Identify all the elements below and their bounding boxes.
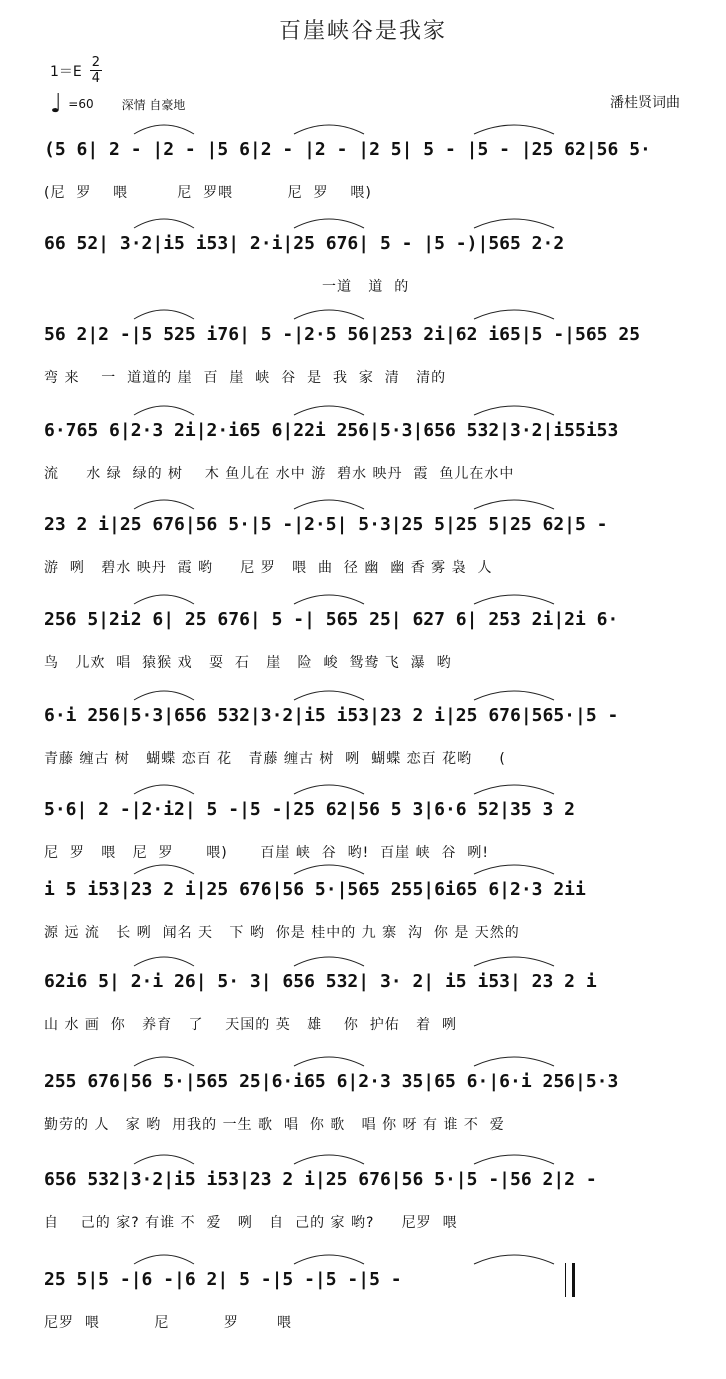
lyrics-line: 流 水 绿 绿的 树 木 鱼儿在 水中 游 碧水 映丹 霞 鱼儿在水中 [44,466,515,482]
notation-line: 66 52| 3·2|i5 i53| 2·i|25 676| 5 - |5 -)|565 2·2 [44,233,565,254]
final-barline [565,1263,575,1297]
notation-line: 656 532|3·2|i5 i53|23 2 i|25 676|56 5·|5 -|56 2|2 - [44,1169,597,1190]
composer-credit: 潘桂贤词曲 [610,95,680,111]
tempo-value: =60 [68,97,94,111]
song-title: 百崖峡谷是我家 [278,19,447,44]
lyrics-line: 弯 来 一 道道的 崖 百 崖 峡 谷 是 我 家 清 清的 [44,370,447,386]
lyrics-line: 游 咧 碧水 映丹 霞 哟 尼 罗 喂 曲 径 幽 幽 香 雾 袅 人 [44,560,493,576]
key-label: 1＝E [50,63,82,80]
time-signature-bottom: 4 [91,71,101,86]
lyrics-line: 尼 罗 喂 尼 罗 喂) 百崖 峡 谷 哟! 百崖 峡 谷 咧! [44,845,489,861]
notation-line: 256 5|2i2 6| 25 676| 5 -| 565 25| 627 6| 253 2i|2i 6· [44,609,619,630]
notation-line: i 5 i53|23 2 i|25 676|56 5·|565 255|6i65 6|2·3 2ii [44,879,586,900]
lyrics-line: 一道 道 的 [44,279,410,295]
time-signature-top: 2 [91,55,101,70]
notation-line: 255 676|56 5·|565 25|6·i65 6|2·3 35|65 6·|6·i 256|5·3 [44,1071,619,1092]
key-signature [50,55,102,86]
quarter-note-icon: ♩ [50,89,63,119]
notation-line: 6·i 256|5·3|656 532|3·2|i5 i53|23 2 i|25 676|565·|5 - [44,705,619,726]
lyrics-line: 勤劳的 人 家 哟 用我的 一生 歌 唱 你 歌 唱 你 呀 有 谁 不 爱 [44,1117,505,1133]
notation-line: 56 2|2 -|5 525 i76| 5 -|2·5 56|253 2i|62 i65|5 -|565 25 [44,324,641,345]
notation-line: 62i6 5| 2·i 26| 5· 3| 656 532| 3· 2| i5 i53| 23 2 i [44,971,597,992]
notation-line: 6·765 6|2·3 2i|2·i65 6|22i 256|5·3|656 532|3·2|i55i53 [44,420,619,441]
lyrics-line: (尼 罗 喂 尼 罗喂 尼 罗 喂) [44,185,372,201]
notation-line: 23 2 i|25 676|56 5·|5 -|2·5| 5·3|25 5|25 5|25 62|5 - [44,514,608,535]
lyrics-line: 鸟 儿欢 唱 猿猴 戏 耍 石 崖 险 峻 鸳鸯 飞 瀑 哟 [44,655,452,671]
lyrics-line: 尼罗 喂 尼 罗 喂 [44,1315,293,1331]
notation-line: 5·6| 2 -|2·i2| 5 -|5 -|25 62|56 5 3|6·6 52|35 3 2 [44,799,576,820]
notation-line: 25 5|5 -|6 -|6 2| 5 -|5 -|5 -|5 - [44,1269,402,1290]
lyrics-line: 自 己的 家? 有谁 不 爱 咧 自 己的 家 哟? 尼罗 喂 [44,1215,458,1231]
lyrics-line: 源 远 流 长 咧 闻名 天 下 哟 你是 桂中的 九 寨 沟 你 是 天然的 [44,925,520,941]
lyrics-line: 青藤 缠古 树 蝴蝶 恋百 花 青藤 缠古 树 咧 蝴蝶 恋百 花哟 ( [44,751,506,767]
lyrics-line: 山 水 画 你 养育 了 天国的 英 雄 你 护佑 着 咧 [44,1017,458,1033]
expression-marking: 深情 自豪地 [121,97,186,112]
time-signature [90,55,102,86]
notation-line: (5 6| 2 - |2 - |5 6|2 - |2 - |2 5| 5 - |5 - |25 62|56 5· [44,139,651,160]
